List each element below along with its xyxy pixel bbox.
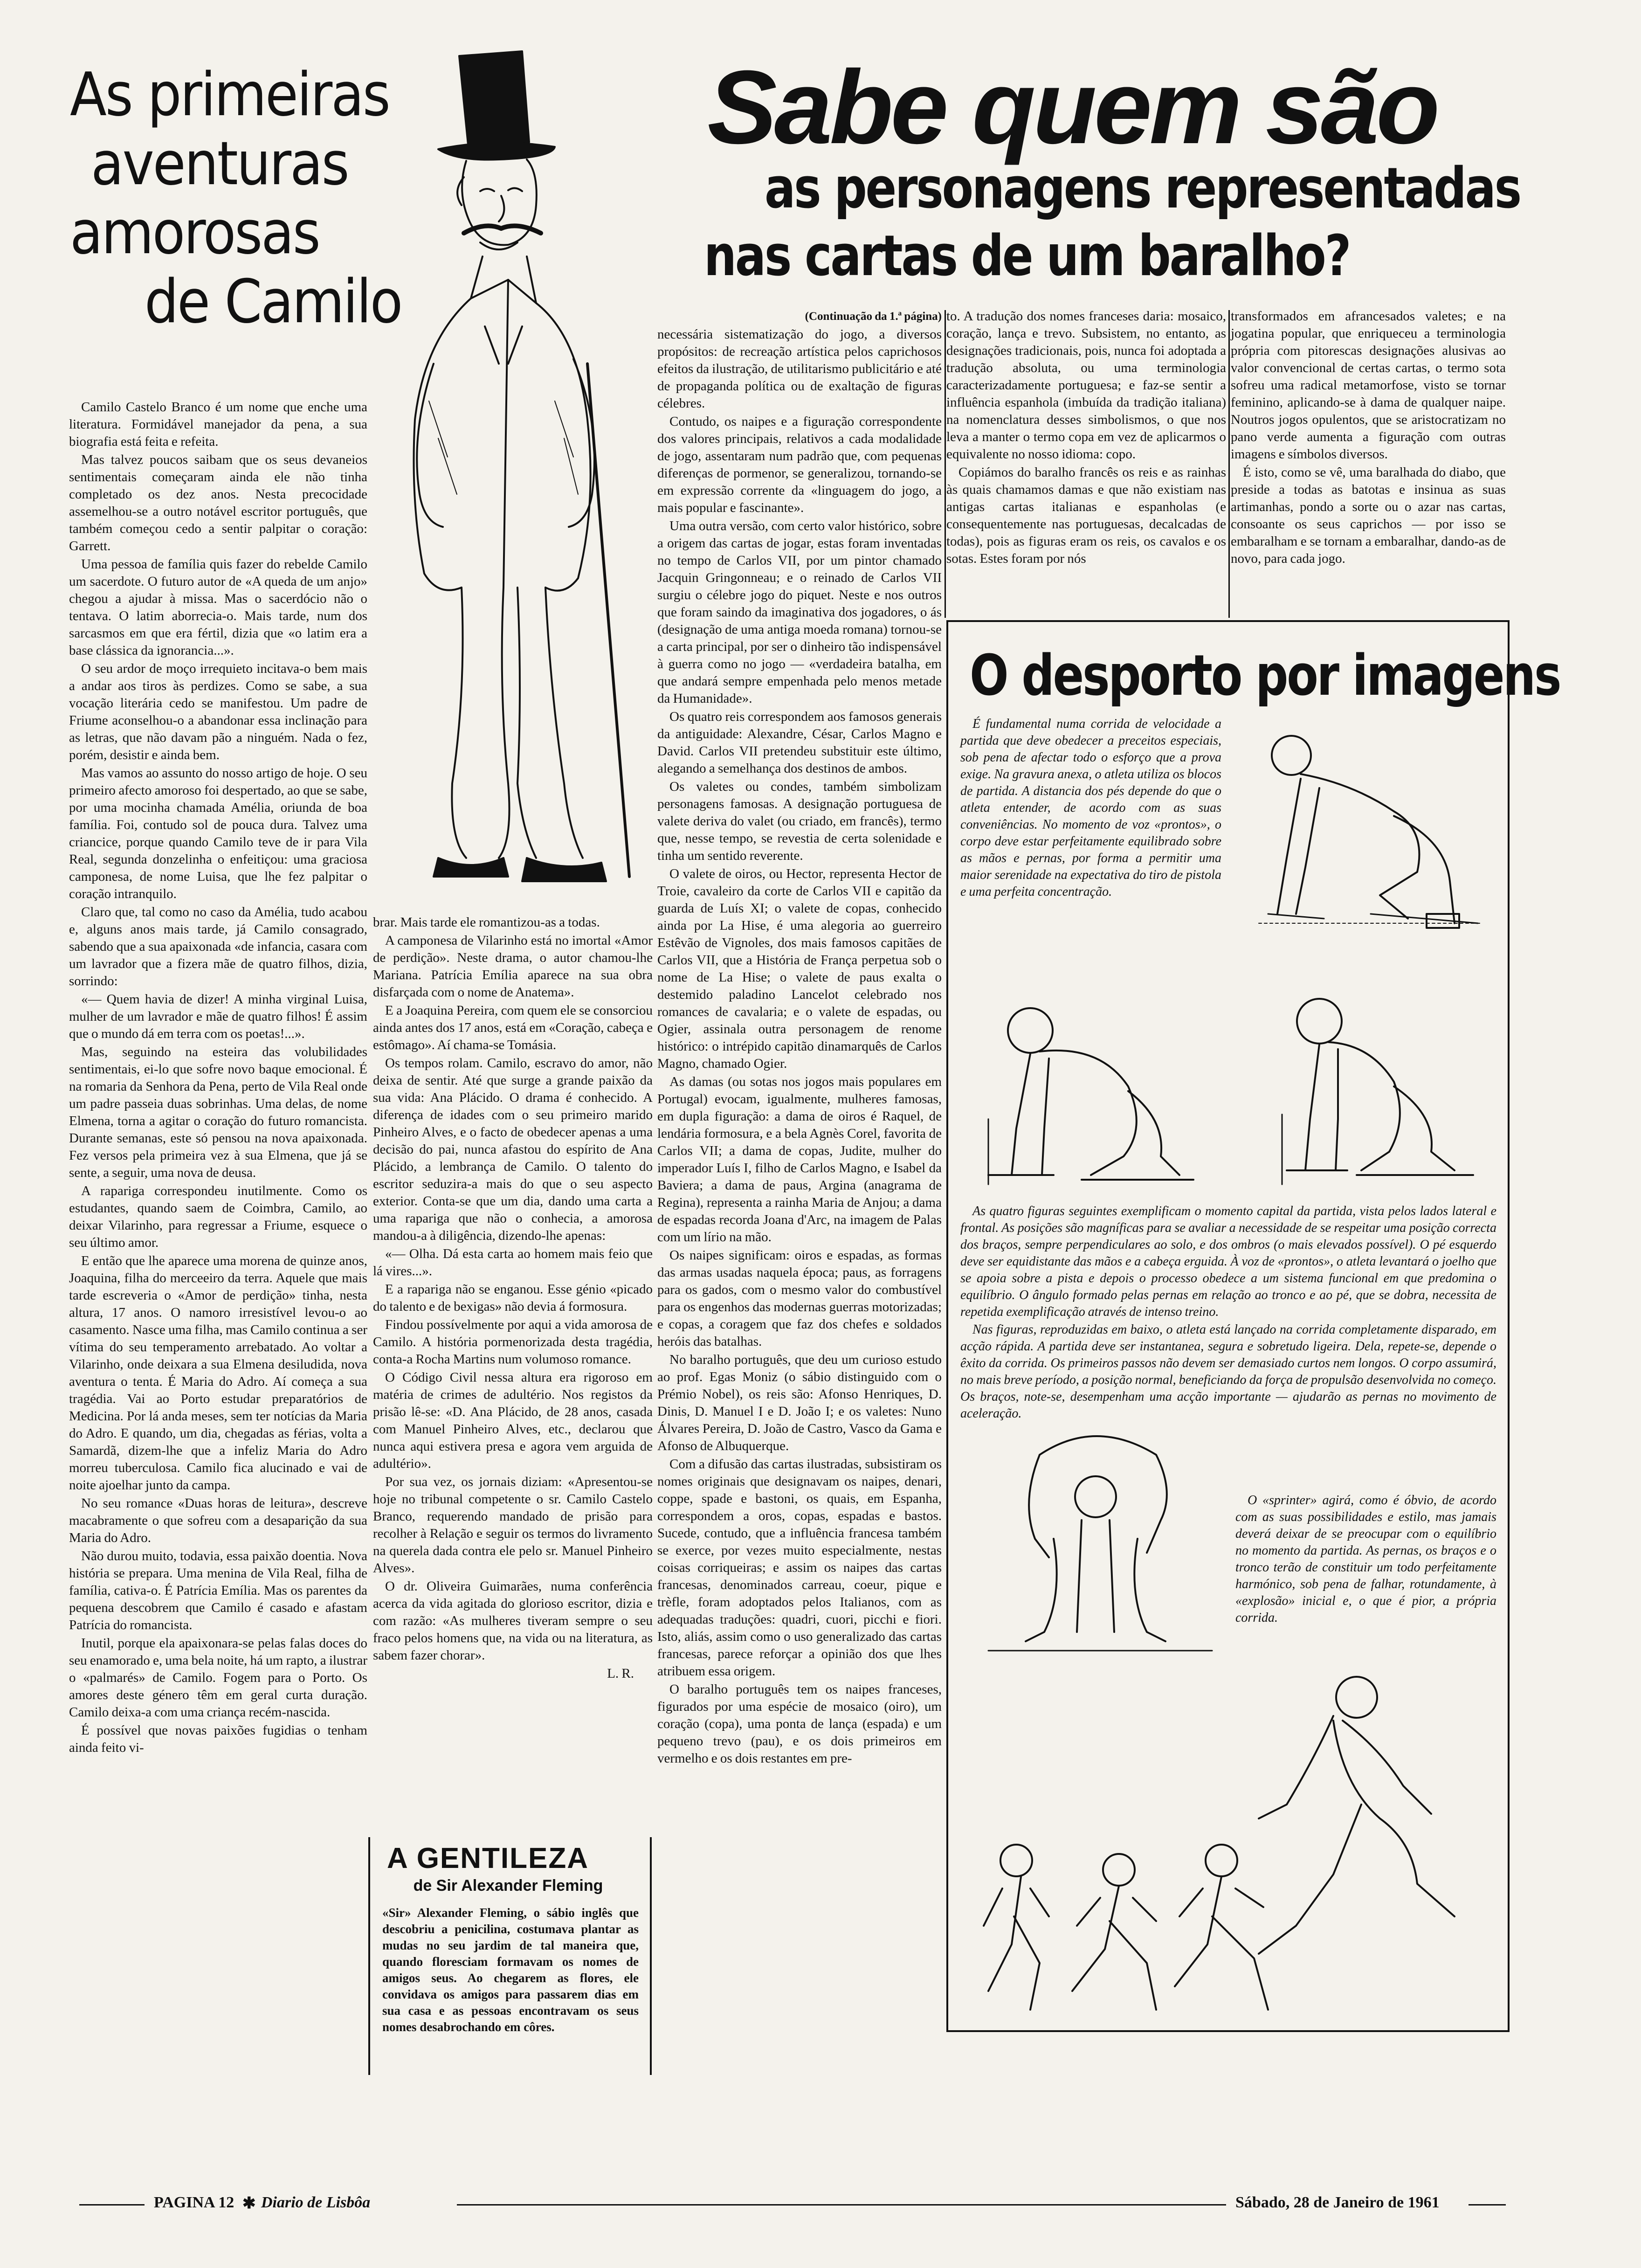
paragraph: As quatro figuras seguintes exemplificam o momento capital da partida, vista pelos lados lateral e frontal. As posições são magníficas para se avaliar a necessidade de se respeitar uma posição correcta dos braços, sempre perpendiculares ao solo, e dos ombros (o mais elevados possível). O pé esquerdo deve ser equidistante das mãos e a cabeça erguida. À voz de «prontos», o atleta levantará o joelho que se apoia sobre a pista e depois o processo obedece a um sistema funcional em que predomina o equilíbrio. O ângulo formado pelas pernas em relação ao tronco e ao pé, que se dobra, necessita de repetida exemplificação através de intenso treino. <box>960 1204 1496 1319</box>
paragraph: É fundamental numa corrida de velocidade a partida que deve obedecer a preceitos especiais, sob pena de afectar todo o esforço que a prova exige. Na gravura anexa, o atleta utiliza os blocos de partida. A distancia dos pés depende do que o atleta entender, de acordo com as suas conveniências. No momento de voz «prontos», o corpo deve estar perfeitamente equilibrado sobre as mãos e pernas, por forma a permitir uma maior serenidade na expectativa do tiro de pistola e uma perfeita concentração. <box>960 717 1221 899</box>
baralho-subheadline-1: as personagens representadas <box>765 156 1520 221</box>
paragraph: O «sprinter» agirá, como é óbvio, de acordo com as suas possibilidades e estilo, mas jamais deverá deixar de se preocupar com o equilíbrio no momento da partida. As pernas, os braços e o tronco terão de constituir um todo perfeitamente harmónico, sob pena de falhar, rotundamente, à «explosão» inicial e, o que é pior, a própria corrida. <box>1235 1493 1496 1625</box>
paragraph: Mas talvez poucos saibam que os seus devaneios sentimentais começaram ainda ele não tinha completado os dez anos. Nesta precocidade assemelhou-se a outro notável escritor português, que também começou cedo a sentir palpitar o coração: Garrett. <box>69 452 367 553</box>
footer-rule-right <box>1469 2204 1506 2206</box>
desporto-caption-3 <box>1235 1492 1496 1627</box>
camilo-headline-line-2: aventuras <box>91 129 348 199</box>
paragraph: Claro que, tal como no caso da Amélia, tudo acabou e, alguns anos mais tarde, já Camilo consagrado, sabendo que a sua apaixonada «de infancia, casara com um lavrador que a fizera mãe de quatro filhos, dizia, sorrindo: <box>69 905 367 989</box>
paragraph: Os quatro reis correspondem aos famosos generais da antiguidade: Alexandre, César, Carlos Magno e David. Carlos VII pretendeu substituir este último, alegando a semelhança dos destinos de ambos. <box>657 709 942 776</box>
star-icon: ✱ <box>242 2195 256 2212</box>
paragraph: transformados em afrancesados valetes; e na jogatina popular, que enriqueceu a terminologia própria com pitorescas designações alusivas ao valor convencional de certas cartas, o termo sota sofreu uma radical metamorfose, visto se tornar feminino, aplicando-se à dama de qualquer naipe. Noutros jogos opulentos, que se aristocratizam no pano verde aumenta a figuração com outras imagens e símbolos diversos. <box>1231 309 1506 462</box>
start-figures-illustration <box>960 979 1501 1194</box>
paragraph: Camilo Castelo Branco é um nome que enche uma literatura. Formidável manejador da pena, a sua biografia está feita e refeita. <box>69 400 367 449</box>
column-divider <box>1228 310 1230 618</box>
paragraph: O valete de oiros, ou Hector, representa Hector de Troie, cavaleiro da corte de Carlos VII e capitão da guarda de Luís XI; o valete de copas, conhecido ainda por La Hise, é uma alegoria ao guerreiro Estêvão de Vignoles, dos mais famosos capitães de Carlos VII, que a História de França perpetua sob o nome de La Hise; o valete de paus exalta o destemido paladino Lancelot celebrado nos romances de cavalaria; e o valete de espadas, ou Ogier, assinala outra personagem de renome histórico: o intrépido capitão dinamarquês de Carlos Magno, chamado Ogier. <box>657 866 942 1071</box>
paragraph: É possível que novas paixões fugidias o tenham ainda feito vi- <box>69 1723 367 1755</box>
running-sequence-illustration <box>960 1665 1501 2024</box>
paragraph: Uma outra versão, com certo valor histórico, sobre a origem das cartas de jogar, estas foram inventadas no tempo de Carlos VII, por um pintor chamado Jacquin Gringonneau; e o reinado de Carlos VII surgiu o célebre jogo do piquet. Neste e nos outros que foram saindo da imaginativa dos jogadores, o ás (designação de uma antiga moeda romana) tornou-se a carta principal, por ser o dinheiro tão indispensável à guerra como no jogo — «verdadeira batalha, em que andará sempre empenhada pelo menos metade da Humanidade». <box>657 519 942 706</box>
paragraph: Contudo, os naipes e a figuração correspondente dos valores principais, relativos a cada modalidade de jogo, assentaram num padrão que, com pequenas diferenças de pormenor, se generalizou, tornando-se em expressão corrente da «linguagem do jogo, a mais popular e fascinante». <box>657 414 942 515</box>
sprinter-blocks-illustration <box>1231 718 1492 951</box>
camilo-headline-line-1: As primeiras <box>70 60 389 130</box>
paragraph: Com a difusão das cartas ilustradas, subsistiram os nomes originais que designavam os naipes, denari, coppe, spade e bastoni, os quais, em Espanha, correspondem a oros, copas, espadas e bastos. Sucede, contudo, que a influência francesa também se exerce, por vezes muito especialmente, nestas coisas corriqueiras; e assim os naipes das cartas francesas, denominados carreau, coeur, pique e trèfle, foram adoptados pelos Italianos, com as adequadas traduções: quadri, cuori, picchi e fiori. Isto, aliás, assim como o uso generalizado das cartas francesas, parece reforçar a opinião dos que lhes atribuem essa origem. <box>657 1457 942 1679</box>
paragraph: Copiámos do baralho francês os reis e as rainhas às quais chamamos damas e que não existiam nas antigas cartas italianas e espanholas (e consequentemente nas portuguesas, decalcadas de todas), pois as figuras eram os reis, os cavalos e os sotas. Estes foram por nós <box>946 465 1226 566</box>
paragraph: Mas, seguindo na esteira das volubilidades sentimentais, ei-lo que sofre novo baque emocional. É na romaria da Senhora da Pena, perto de Vila Real onde um padre passeia duas sobrinhas. Uma delas, de nome Elmena, torna a agitar o coração do futuro romancista. Durante semanas, este só pensou na nova apaixonada. Fez versos pela primeira vez à sua Elmena, que já se sente, a seguir, uma nova de deusa. <box>69 1044 367 1180</box>
desporto-intro <box>960 716 1221 901</box>
paragraph: Por sua vez, os jornais diziam: «Apresentou-se hoje no tribunal competente o sr. Camilo Castelo Branco, requerendo mandado de prisão para recolher à Relação e seguir os termos do livramento na querela dada contra ele pelo sr. Manuel Pinheiro Alves». <box>373 1474 653 1576</box>
paragraph: É isto, como se vê, uma baralhada do diabo, que preside a todas as batotas e insinua as suas artimanhas, pondo a sorte ou o azar nas cartas, consoante os seus caprichos — por isso se embaralham e se tornam a embaralhar, dando-as de novo, para cada jogo. <box>1231 465 1506 566</box>
baralho-subheadline-2: nas cartas de um baralho? <box>704 224 1350 289</box>
camilo-headline-line-3: amorosas <box>70 198 319 268</box>
camilo-headline-line-4: de Camilo <box>145 267 402 337</box>
paragraph: «— Quem havia de dizer! A minha virginal Luisa, mulher de um lavrador e mãe de quatro filhos! É assim que o mundo dá em terra com os poetas!...». <box>69 992 367 1041</box>
column-divider <box>945 310 946 618</box>
paragraph: to. A tradução dos nomes franceses daria: mosaico, coração, lança e trevo. Subsistem, no entanto, as designações tradicionais, pois, nunca foi adoptada a tradução absoluta, ou uma terminologia caracterizadamente portuguesa; e faz-se sentir a influência espanhola (imbuída da tradição italiana) na nomenclatura desses simbolismos, o que nos leva a manter o termo copa em vez de aplicarmos o equivalente no nosso idioma: copo. <box>946 309 1226 462</box>
desporto-headline: O desporto por imagens <box>970 643 1560 708</box>
footer-rule-left <box>79 2204 145 2206</box>
paragraph: Os valetes ou condes, também simbolizam personagens famosas. A designação portuguesa de valete deriva do valet (ou criado, em francês), termo que, nesse tempo, se revestia de certa solenidade e tinha um sentido reverente. <box>657 779 942 863</box>
paragraph: E a Joaquina Pereira, com quem ele se consorciou ainda antes dos 17 anos, está em «Coração, cabeça e estômago». Aí chama-se Tomásia. <box>373 1003 653 1052</box>
page-footer <box>70 2194 1506 2217</box>
paragraph: As damas (ou sotas nos jogos mais populares em Portugal) evocam, igualmente, mulheres famosas, em dupla figuração: a dama de oiros é Raquel, de lendária formosura, e a bela Agnès Corel, favorita de Carlos VII; a dama de copas, Judite, mulher do imperador Luís I, filho de Carlos Magno, e Isabel da Baviera; a dama de paus, Argina (anagrama de Regina), representa a rainha Maria de Anjou; a dama de espadas recorda Joana d'Arc, na imagem de Palas com um lírio na mão. <box>657 1074 942 1245</box>
paragraph: «— Olha. Dá esta carta ao homem mais feio que lá vires...». <box>373 1246 653 1279</box>
author-signature: L. R. <box>607 1666 634 1681</box>
page-number: PAGINA 12 <box>154 2194 234 2211</box>
paragraph: E a rapariga não se enganou. Esse génio «picado do talento e de bexigas» não devia á formosura. <box>373 1282 653 1314</box>
issue-date: Sábado, 28 de Janeiro de 1961 <box>1235 2194 1440 2211</box>
paragraph: O seu ardor de moço irrequieto incitava-o bem mais a andar aos tiros às perdizes. Como se sabe, a sua vocação literária cedo se manifestou. Um padre de Friume aconselhou-o a abandonar essa inclinação para as letras, que não davam pão a ninguém. Nada o fez, porém, desistir e ainda bem. <box>69 661 367 762</box>
paragraph: O dr. Oliveira Guimarães, numa conferência acerca da vida agitada do glorioso escritor, dizia e com razão: «As mulheres tiveram sempre o seu fraco pelos homens que, na vida ou na literatura, as sabem fazer chorar». <box>373 1579 653 1663</box>
paragraph: Nas figuras, reproduzidas em baixo, o atleta está lançado na corrida completamente disparado, em acção rápida. A partida deve ser instantanea, segura e sobretudo ligeira. Dela, repete-se, depende o êxito da corrida. Os primeiros passos não devem ser demasiado curtos nem longos. O corpo assumirá, no mais breve período, a posição normal, beneficiando da força de propulsão desenvolvida no começo. Os braços, note-se, desempenham uma acção importante — ajudarão as pernas no movimento de aceleração. <box>960 1322 1496 1421</box>
frontal-start-illustration <box>970 1399 1231 1660</box>
camilo-caricature-illustration <box>368 37 667 928</box>
baralho-article-column-3 <box>1231 308 1506 568</box>
paragraph: O baralho português tem os naipes franceses, figurados por uma espécie de mosaico (oiro), um coração (copa), uma ponta de lança (espada) e um pequeno trevo (pau), e os dois primeiros em vermelho e os dois restantes em pre- <box>657 1682 942 1766</box>
paragraph: O Código Civil nessa altura era rigoroso em matéria de crimes de adultério. Nos registos da prisão lê-se: «D. Ana Plácido, de 28 anos, casada com Manuel Pinheiro Alves, etc., declarou que nunca aqui estivera presa e agora vem arguida de adultério». <box>373 1370 653 1471</box>
desporto-caption-1 <box>960 1203 1496 1423</box>
paragraph: brar. Mais tarde ele romantizou-as a todas. <box>373 915 600 930</box>
continuation-note: (Continuação da 1.ª página) <box>805 310 942 323</box>
baralho-article-column-2 <box>946 308 1226 568</box>
camilo-headline <box>70 60 402 337</box>
baralho-headline: Sabe quem são <box>707 49 1437 166</box>
paragraph: necessária sistematização do jogo, a diversos propósitos: de recreação artística pelos caprichosos efeitos da ilustração, de utilitarismo publicitário e até de propaganda política ou de exaltação de figuras célebres. <box>657 327 942 411</box>
baralho-article-column-1 <box>657 308 942 1768</box>
paragraph: A rapariga correspondeu inutilmente. Como os estudantes, quando saem de Coimbra, Camilo, ao deixar Vilarinho, para regressar a Friume, esquece o seu último amor. <box>69 1183 367 1250</box>
gentileza-subheadline: de Sir Alexander Fleming <box>413 1877 603 1895</box>
paragraph: Os tempos rolam. Camilo, escravo do amor, não deixa de sentir. Até que surge a grande paixão da sua vida: Ana Plácido. O drama é conhecido. A diferença de idades com o seu primeiro marido Pinheiro Alves, e o facto de obedecer apenas a uma decisão do pai, nunca afastou do espírito de Ana Plácido, a lembrança de Camilo. O talento do escritor seduzira-a mais do que o seu aspecto exterior. Conta-se que um dia, dando uma carta a uma rapariga que não o conhecia, a amorosa mandou-a à diligência, dizendo-lhe apenas: <box>373 1056 653 1243</box>
newspaper-name: Diario de Lisbôa <box>261 2194 371 2211</box>
paragraph: Uma pessoa de família quis fazer do rebelde Camilo um sacerdote. O futuro autor de «A queda de um anjo» chegou a ajudar à missa. Mas o sacerdócio não o tentava. O latim aborrecia-o. Mais tarde, num dos sarcasmos em que era fértil, dizia que «o latim era a base clássica da ignorancia...». <box>69 557 367 658</box>
gentileza-body: «Sir» Alexander Fleming, o sábio inglês que descobriu a penicilina, costumava plantar as mudas no seu jardim de tal maneira que, quando floresciam formavam os nomes de amigos seus. Ao chegarem as flores, ele convidava os amigos para passarem dias em sua casa e as pessoas encontravam os seus nomes desabrochando em côres. <box>382 1906 639 2034</box>
camilo-article-column-1 <box>69 399 367 1757</box>
camilo-article-column-2 <box>373 914 653 1683</box>
paragraph: Findou possívelmente por aqui a vida amorosa de Camilo. A história porme​norizada desta tragédia, conta-a Rocha Martins num volumoso romance. <box>373 1317 653 1367</box>
footer-rule-middle <box>457 2204 1226 2206</box>
gentileza-headline: A GENTILEZA <box>387 1842 589 1874</box>
paragraph: No baralho português, que deu um curioso estudo ao prof. Egas Moniz (o sábio distinguido com o Prémio Nobel), os reis são: Afonso Henriques, D. Dinis, D. Manuel I e D. João I; e os valetes: Nuno Álvares Pereira, D. João de Castro, Vasco da Gama e Afonso de Albuquerque. <box>657 1352 942 1453</box>
paragraph: E então que lhe aparece uma morena de quinze anos, Joaquina, filha do merceeiro da terra. Aquele que mais tarde escreveria o «Amor de perdição» tinha, nesta altura, 17 anos. O namoro irresistível levou-o ao casamento. Nasce uma filha, mas Camilo continua a ser vítima do seu temperamento arrebatado. Ao voltar a Vilarinho, onde deixara a sua Elmena desiludida, nova aventura o tenta. É Maria do Adro. Aí começa a sua tragédia. Vai ao Porto estudar preparatórios de Medicina. Por lá anda meses, sem ter notícias da Maria do Adro. E quando, um dia, chegadas as férias, volta a Samardã, dizem-lhe que a infeliz Maria do Adro morreu tuberculosa. Camilo fica alucinado e vai de noite ajoelhar junto da campa. <box>69 1253 367 1493</box>
paragraph: No seu romance «Duas horas de leitura», descreve macabramente o que sofreu com a desaparição da sua Maria do Adro. <box>69 1496 367 1545</box>
paragraph: A camponesa de Vilarinho está no imortal «Amor de perdição». Neste drama, o autor chamou-lhe Mariana. Patrícia Emília aparece na sua obra disfarçada com o nome de Anatema». <box>373 933 653 1000</box>
paragraph: Mas vamos ao assunto do nosso artigo de hoje. O seu primeiro afecto amoroso foi despertado, ao que se sabe, por uma mocinha chamada Amélia, oriunda de boa família. Foi, contudo sol de pouca dura. Talvez uma criancice, porque quando Camilo teve de ir para Vila Real, segunda donzelinha o enfeitiçou: uma graciosa camponesa, de nome Luisa, que lhe fez palpitar o coração intranquilo. <box>69 766 367 901</box>
paragraph: Inutil, porque ela apaixonara-se pelas falas doces do seu enamorado e, uma bela noite, há um rapto, a ilustrar o «palmarés» de Camilo. Fogem para o Porto. Os amores deste género têm em geral curta duração. Camilo deixa-a com uma criança recém-nascida. <box>69 1636 367 1720</box>
paragraph: Os naipes significam: oiros e espadas, as formas das armas usadas naquela época; paus, as forragens para os gados, com o mesmo valor do combustível para os engenhos das modernas guerras motorizadas; e copas, a coragem que faz dos chefes e soldados heróis das batalhas. <box>657 1248 942 1349</box>
paragraph: Não durou muito, todavia, essa paixão doentia. Nova história se prepara. Uma menina de Vila Real, filha de família, cativa-o. É Patrícia Emília. Mas os parentes da pequena descobrem que Camilo é casado e afastam Patrícia do romancista. <box>69 1549 367 1632</box>
